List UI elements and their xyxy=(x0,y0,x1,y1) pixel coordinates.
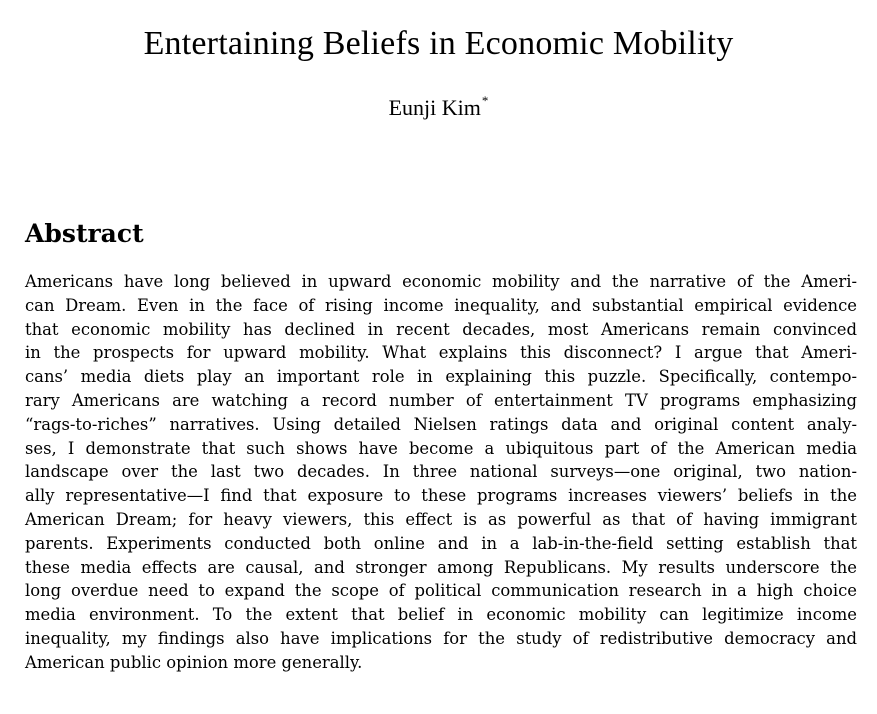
abstract-line: media environment. To the extent that belief in economic mobility can legitimize income xyxy=(25,605,857,625)
abstract-line: these media effects are causal, and stronger among Republicans. My results underscore the xyxy=(25,557,857,577)
abstract-line: that economic mobility has declined in recent decades, most Americans remain convinced xyxy=(25,319,857,339)
abstract-line: cans’ media diets play an important role in explaining this puzzle. Specifically, contempo- xyxy=(25,367,857,387)
abstract-line: rary Americans are watching a record number of entertainment TV programs emphasizing xyxy=(25,390,857,410)
abstract-line: American public opinion more generally. xyxy=(25,652,363,672)
abstract-line: American Dream; for heavy viewers, this effect is as powerful as that of having immigrant xyxy=(25,509,857,529)
abstract-line: “rags-to-riches” narratives. Using detailed Nielsen ratings data and original content analy- xyxy=(25,414,857,434)
abstract-heading: Abstract xyxy=(25,219,144,248)
abstract-line: can Dream. Even in the face of rising income inequality, and substantial empirical evidence xyxy=(25,295,857,315)
abstract-line: parents. Experiments conducted both online and in a lab-in-the-field setting establish that xyxy=(25,533,857,553)
paper-title: Entertaining Beliefs in Economic Mobility xyxy=(143,25,734,62)
abstract-line: ses, I demonstrate that such shows have become a ubiquitous part of the American media xyxy=(25,438,857,458)
abstract-line: in the prospects for upward mobility. What explains this disconnect? I argue that Ameri- xyxy=(25,343,857,363)
author-name: Eunji Kim xyxy=(388,95,481,120)
abstract-line: Americans have long believed in upward economic mobility and the narrative of the Ameri- xyxy=(25,272,857,291)
author-line xyxy=(0,93,877,123)
abstract-line: inequality, my findings also have implications for the study of redistributive democracy and xyxy=(25,628,857,648)
abstract-line: landscape over the last two decades. In three national surveys—one original, two nation- xyxy=(25,462,857,482)
abstract-line: long overdue need to expand the scope of political communication research in a high choice xyxy=(25,581,857,601)
author-footnote-mark: * xyxy=(481,93,489,108)
abstract-body xyxy=(25,270,857,675)
abstract-line: ally representative—I find that exposure to these programs increases viewers’ beliefs in the xyxy=(25,486,857,506)
